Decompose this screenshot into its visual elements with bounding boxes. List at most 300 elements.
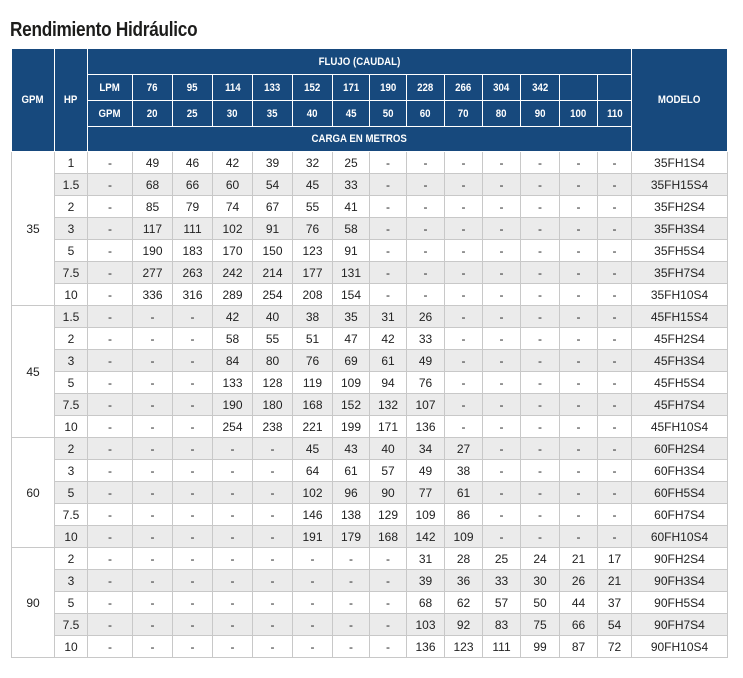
table-row [12,592,728,614]
head-value-cell: - [598,174,632,196]
head-value-cell: 96 [333,482,370,504]
head-value-cell: - [598,482,632,504]
modelo-cell: 35FH10S4 [632,284,728,306]
hp-cell: 3 [55,570,88,592]
lpm-value: 133 [253,75,293,101]
modelo-cell: 35FH7S4 [632,262,728,284]
head-value-cell: - [521,328,560,350]
head-value-cell: - [521,394,560,416]
head-value-cell: - [483,218,521,240]
table-row [12,570,728,592]
head-value-cell: 316 [173,284,213,306]
hp-cell: 5 [55,372,88,394]
head-value-cell: 87 [560,636,598,658]
head-value-cell: - [598,306,632,328]
head-value-cell: 25 [333,152,370,174]
head-value-cell: 79 [173,196,213,218]
hp-cell: 3 [55,350,88,372]
head-value-cell: 31 [407,548,445,570]
hp-cell: 7.5 [55,504,88,526]
head-value-cell: - [370,592,407,614]
table-row [12,196,728,218]
head-value-cell: - [88,306,133,328]
head-value-cell: 35 [333,306,370,328]
head-value-cell: - [133,306,173,328]
head-value-cell: - [173,328,213,350]
head-value-cell: 33 [407,328,445,350]
head-value-cell: 102 [293,482,333,504]
head-value-cell: - [445,262,483,284]
head-value-cell: 263 [173,262,213,284]
head-value-cell: - [88,592,133,614]
head-value-cell: - [370,636,407,658]
head-value-cell: 109 [333,372,370,394]
modelo-header: MODELO [632,49,728,152]
head-value-cell: - [560,240,598,262]
head-value-cell: 39 [253,152,293,174]
hp-cell: 7.5 [55,614,88,636]
head-value-cell: - [560,526,598,548]
gpm-value: 20 [133,101,173,127]
head-value-cell: 40 [253,306,293,328]
modelo-cell: 45FH10S4 [632,416,728,438]
head-value-cell: - [560,152,598,174]
gpm-group-cell: 90 [12,548,55,658]
head-value-cell: - [133,328,173,350]
head-value-cell: 50 [521,592,560,614]
head-value-cell: 242 [213,262,253,284]
lpm-value: 76 [133,75,173,101]
table-row [12,504,728,526]
head-value-cell: 54 [253,174,293,196]
head-value-cell: 199 [333,416,370,438]
head-value-cell: 76 [407,372,445,394]
head-value-cell: - [333,570,370,592]
head-value-cell: - [407,240,445,262]
head-value-cell: 180 [253,394,293,416]
gpm-value: 60 [407,101,445,127]
head-value-cell: - [213,526,253,548]
head-value-cell: 39 [407,570,445,592]
hp-cell: 1 [55,152,88,174]
modelo-cell: 90FH10S4 [632,636,728,658]
head-value-cell: 103 [407,614,445,636]
head-value-cell: 111 [173,218,213,240]
head-value-cell: - [370,262,407,284]
head-value-cell: 27 [445,438,483,460]
head-value-cell: - [173,350,213,372]
head-value-cell: - [598,328,632,350]
hp-cell: 7.5 [55,394,88,416]
head-value-cell: - [598,372,632,394]
modelo-cell: 35FH3S4 [632,218,728,240]
gpm-value: 35 [253,101,293,127]
table-row [12,240,728,262]
head-value-cell: 26 [407,306,445,328]
performance-table [11,48,728,658]
head-value-cell: - [445,196,483,218]
head-value-cell: 77 [407,482,445,504]
head-value-cell: 61 [370,350,407,372]
head-value-cell: 86 [445,504,483,526]
head-value-cell: - [88,174,133,196]
head-value-cell: 42 [213,306,253,328]
table-row [12,460,728,482]
head-value-cell: 109 [407,504,445,526]
head-value-cell: 61 [333,460,370,482]
head-value-cell: - [370,548,407,570]
head-value-cell: 102 [213,218,253,240]
head-value-cell: 90 [370,482,407,504]
head-value-cell: - [560,372,598,394]
head-value-cell: 168 [370,526,407,548]
head-value-cell: - [407,196,445,218]
table-row [12,350,728,372]
head-value-cell: - [560,416,598,438]
head-value-cell: - [521,416,560,438]
head-value-cell: - [407,262,445,284]
modelo-cell: 35FH2S4 [632,196,728,218]
head-value-cell: - [483,394,521,416]
head-value-cell: - [560,196,598,218]
head-value-cell: - [445,174,483,196]
head-value-cell: - [173,482,213,504]
head-value-cell: 117 [133,218,173,240]
head-value-cell: - [521,438,560,460]
head-value-cell: - [598,526,632,548]
head-value-cell: 38 [445,460,483,482]
head-value-cell: - [370,152,407,174]
head-value-cell: - [173,438,213,460]
gpm-value: 30 [213,101,253,127]
head-value-cell: - [370,240,407,262]
head-value-cell: - [173,416,213,438]
head-value-cell: 55 [293,196,333,218]
head-value-cell: - [445,350,483,372]
head-value-cell: 49 [407,460,445,482]
head-value-cell: - [483,438,521,460]
head-value-cell: - [173,372,213,394]
head-value-cell: 92 [445,614,483,636]
head-value-cell: - [133,614,173,636]
gpm-value: 50 [370,101,407,127]
lpm-value: 228 [407,75,445,101]
head-value-cell: - [88,482,133,504]
gpm-group-cell: 60 [12,438,55,548]
table-row [12,482,728,504]
modelo-cell: 60FH7S4 [632,504,728,526]
head-value-cell: - [133,548,173,570]
head-value-cell: - [598,218,632,240]
head-value-cell: 76 [293,350,333,372]
head-value-cell: - [88,218,133,240]
head-value-cell: - [173,504,213,526]
head-value-cell: - [483,284,521,306]
head-value-cell: 32 [293,152,333,174]
head-value-cell: - [521,482,560,504]
head-value-cell: - [521,504,560,526]
head-value-cell: - [88,636,133,658]
head-value-cell: - [483,482,521,504]
head-value-cell: - [521,350,560,372]
table-row [12,438,728,460]
head-value-cell: 24 [521,548,560,570]
modelo-cell: 60FH10S4 [632,526,728,548]
head-value-cell: - [173,636,213,658]
modelo-cell: 45FH3S4 [632,350,728,372]
head-value-cell: - [333,636,370,658]
head-value-cell: - [370,614,407,636]
hp-cell: 5 [55,592,88,614]
head-value-cell: 254 [253,284,293,306]
lpm-value: 114 [213,75,253,101]
head-value-cell: - [213,592,253,614]
hp-cell: 1.5 [55,174,88,196]
modelo-cell: 90FH7S4 [632,614,728,636]
head-value-cell: 49 [133,152,173,174]
head-value-cell: 238 [253,416,293,438]
table-row [12,284,728,306]
head-value-cell: - [253,548,293,570]
head-value-cell: 91 [253,218,293,240]
head-value-cell: - [253,504,293,526]
head-value-cell: - [598,438,632,460]
head-value-cell: - [521,218,560,240]
table-row [12,306,728,328]
hp-cell: 3 [55,460,88,482]
table-row [12,262,728,284]
head-value-cell: 45 [293,438,333,460]
head-value-cell: 60 [213,174,253,196]
head-value-cell: - [521,174,560,196]
head-value-cell: - [560,350,598,372]
head-value-cell: 76 [293,218,333,240]
head-value-cell: - [598,284,632,306]
head-value-cell: 138 [333,504,370,526]
hp-cell: 1.5 [55,306,88,328]
head-value-cell: - [445,372,483,394]
head-value-cell: - [253,614,293,636]
head-value-cell: - [483,460,521,482]
head-value-cell: 214 [253,262,293,284]
head-value-cell: 68 [133,174,173,196]
head-value-cell: 142 [407,526,445,548]
table-header [12,49,728,152]
modelo-cell: 90FH2S4 [632,548,728,570]
head-value-cell: - [407,174,445,196]
head-value-cell: 74 [213,196,253,218]
head-value-cell: - [88,394,133,416]
head-value-cell: 119 [293,372,333,394]
head-value-cell: - [407,218,445,240]
head-value-cell: 94 [370,372,407,394]
head-value-cell: 64 [293,460,333,482]
gpm-value: 45 [333,101,370,127]
gpm-header: GPM [12,49,55,152]
head-value-cell: 26 [560,570,598,592]
gpm-label: GPM [88,101,133,127]
hp-cell: 2 [55,196,88,218]
head-value-cell: 80 [253,350,293,372]
head-value-cell: - [370,570,407,592]
head-value-cell: 129 [370,504,407,526]
table-row [12,416,728,438]
head-value-cell: 75 [521,614,560,636]
head-value-cell: 99 [521,636,560,658]
head-value-cell: - [88,262,133,284]
head-value-cell: 38 [293,306,333,328]
lpm-value [560,75,598,101]
carga-header: CARGA EN METROS [88,127,632,152]
head-value-cell: 55 [253,328,293,350]
head-value-cell: 123 [445,636,483,658]
head-value-cell: 133 [213,372,253,394]
head-value-cell: 57 [370,460,407,482]
head-value-cell: - [88,350,133,372]
head-value-cell: - [88,614,133,636]
lpm-value [598,75,632,101]
head-value-cell: 45 [293,174,333,196]
head-value-cell: - [133,394,173,416]
lpm-value: 171 [333,75,370,101]
head-value-cell: 183 [173,240,213,262]
head-value-cell: 190 [213,394,253,416]
head-value-cell: 131 [333,262,370,284]
head-value-cell: - [173,548,213,570]
head-value-cell: - [293,636,333,658]
head-value-cell: - [560,438,598,460]
hp-cell: 5 [55,482,88,504]
head-value-cell: - [88,570,133,592]
head-value-cell: - [483,174,521,196]
head-value-cell: 109 [445,526,483,548]
head-value-cell: 25 [483,548,521,570]
table-row [12,614,728,636]
head-value-cell: 128 [253,372,293,394]
head-value-cell: - [133,526,173,548]
hp-cell: 5 [55,240,88,262]
head-value-cell: - [333,614,370,636]
head-value-cell: - [521,372,560,394]
hp-cell: 10 [55,416,88,438]
head-value-cell: 46 [173,152,213,174]
head-value-cell: 171 [370,416,407,438]
head-value-cell: - [521,306,560,328]
head-value-cell: - [483,240,521,262]
head-value-cell: - [560,306,598,328]
head-value-cell: 221 [293,416,333,438]
head-value-cell: - [598,504,632,526]
head-value-cell: - [445,152,483,174]
head-value-cell: - [445,218,483,240]
head-value-cell: - [173,526,213,548]
gpm-group-cell: 35 [12,152,55,306]
table-row [12,526,728,548]
head-value-cell: 28 [445,548,483,570]
page-title: Rendimiento Hidráulico [10,19,198,41]
lpm-value: 190 [370,75,407,101]
head-value-cell: - [560,482,598,504]
head-value-cell: 57 [483,592,521,614]
head-value-cell: - [483,306,521,328]
head-value-cell: - [483,372,521,394]
head-value-cell: - [598,152,632,174]
head-value-cell: 33 [333,174,370,196]
head-value-cell: - [407,284,445,306]
head-value-cell: 170 [213,240,253,262]
head-value-cell: - [133,592,173,614]
head-value-cell: 61 [445,482,483,504]
head-value-cell: - [253,570,293,592]
head-value-cell: 85 [133,196,173,218]
hp-cell: 2 [55,328,88,350]
hp-cell: 2 [55,438,88,460]
head-value-cell: - [333,592,370,614]
head-value-cell: 37 [598,592,632,614]
head-value-cell: - [560,460,598,482]
head-value-cell: - [560,262,598,284]
head-value-cell: - [133,372,173,394]
head-value-cell: - [173,394,213,416]
modelo-cell: 35FH5S4 [632,240,728,262]
gpm-value: 110 [598,101,632,127]
head-value-cell: - [483,152,521,174]
head-value-cell: - [88,240,133,262]
head-value-cell: - [560,218,598,240]
modelo-cell: 45FH15S4 [632,306,728,328]
head-value-cell: 152 [333,394,370,416]
head-value-cell: 111 [483,636,521,658]
head-value-cell: - [133,350,173,372]
modelo-cell: 45FH5S4 [632,372,728,394]
head-value-cell: - [445,284,483,306]
head-value-cell: - [333,548,370,570]
gpm-value: 80 [483,101,521,127]
modelo-cell: 45FH2S4 [632,328,728,350]
head-value-cell: 58 [333,218,370,240]
head-value-cell: - [213,460,253,482]
head-value-cell: 208 [293,284,333,306]
head-value-cell: - [598,196,632,218]
head-value-cell: - [598,350,632,372]
head-value-cell: 69 [333,350,370,372]
head-value-cell: - [483,416,521,438]
table-row [12,328,728,350]
head-value-cell: - [88,504,133,526]
gpm-value: 40 [293,101,333,127]
head-value-cell: - [483,526,521,548]
modelo-cell: 35FH1S4 [632,152,728,174]
hp-cell: 7.5 [55,262,88,284]
lpm-value: 95 [173,75,213,101]
head-value-cell: - [213,482,253,504]
head-value-cell: - [560,174,598,196]
head-value-cell: 62 [445,592,483,614]
table-row [12,218,728,240]
table-row [12,152,728,174]
head-value-cell: 150 [253,240,293,262]
head-value-cell: - [253,636,293,658]
head-value-cell: 41 [333,196,370,218]
head-value-cell: - [253,460,293,482]
head-value-cell: 177 [293,262,333,284]
head-value-cell: - [483,504,521,526]
head-value-cell: - [483,350,521,372]
table-body [12,152,728,658]
head-value-cell: - [560,284,598,306]
modelo-cell: 60FH2S4 [632,438,728,460]
head-value-cell: 54 [598,614,632,636]
